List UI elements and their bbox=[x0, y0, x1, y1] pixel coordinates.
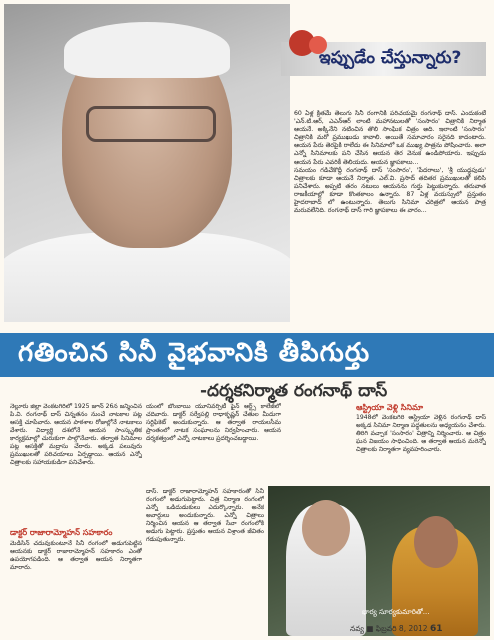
article-headline: గతించిన సినీ వైభవానికి తీపిగుర్తు bbox=[18, 338, 371, 368]
article-column-1: నెల్లూరు జిల్లా వెంకటగిరిలో 1925 జూన్ 26న జన్మించిన పి.వి. రంగనాథ్ దాస్ చిన్నతనం నుంచే నాటకాల పట్ల ఆసక్తి చూపేవారు. ఆయన పాఠశాల రోజుల్లోనే నాటకాలు వేశారు. విద్యార్థి దశలోనే ఆయన సాంస్కృతిక కార్యక్రమాల్లో చురుకుగా పాల్గొనేవారు. తర్వాత సినిమాల పట్ల ఆసక్తితో మద్రాసు చేరారు. అక్కడ పలువురు ప్రముఖులతో పరిచయాలు ఏర్పడ్డాయి. ఆయన ఎన్నో చిత్రాలకు సహాయకుడిగా పనిచేశారు. bbox=[10, 403, 142, 466]
section-title: ఇప్పుడేం చేస్తున్నారు? bbox=[319, 48, 462, 68]
page-number: 61 bbox=[429, 624, 443, 634]
subheading-3: ఆస్ట్రియా వెళ్లి సినిమా bbox=[356, 403, 424, 412]
footer-text: నవ్య ■ ఫిబ్రవరి 8, 2012 bbox=[350, 624, 428, 633]
page-footer bbox=[350, 624, 442, 635]
photo-caption: భార్య సూర్యకుమారితో... bbox=[362, 608, 430, 616]
article-column-2b: దాస్. డాక్టర్ రాజారామ్మోహన్ సహకారంతో సినీ రంగంలో అడుగుపెట్టారు. చిత్ర నిర్మాణ రంగంలో ఎన్నో ఒడిదుడుకులు ఎదుర్కొన్నారు. అనేక అవార్డులు అందుకున్నారు. ఎన్నో చిత్రాలు నిర్మించిన ఆయన ఆ తర్వాత సేవా రంగంలోకి అడుగు పెట్టారు. ప్రస్తుతం ఆయన విశ్రాంత జీవితం గడుపుతున్నారు. bbox=[146, 488, 264, 543]
article-byline: -దర్శకనిర్మాత రంగనాథ్ దాస్ bbox=[200, 381, 388, 401]
article-column-1b: మెడిసిన్ చదువుకుంటూనే సినీ రంగంలో అడుగుపెట్టిన ఆయనకు డాక్టర్ రాజారామ్మోహన్ సహకారం ఎంతో ఉపయోగపడింది. ఆ తర్వాత ఆయన నిర్మాతగా మారారు. bbox=[10, 540, 142, 571]
intro-paragraph: 60 ఏళ్ల క్రితమే తెలుగు సినీ రంగానికి పరిచయమై రంగనాథ్ దాస్. ఎందుకంటే 'ఎన్.టి.ఆర్, ఎఎన్ఆర్ లాంటి మహానటులతో 'సంసారం' చిత్రానికి నిర్మాత ఆయనే. అక్కినేని నటించిన తొలి సాంఘిక చిత్రం అది. ఇలాంటి 'సంసారం' చిత్రానికి మరో ప్రముఖుడు కావాలి. అయితే సమాచారం సరైనది కాదంటారు. ఆయన పేరు తెరపైకి రాలేదు ఈ సినిమాలో ఒక ముఖ్య పాత్రను పోషించారు. అలా ఎన్నో సినిమాలకు పని చేసిన ఆయన తెర వెనుక ఉండిపోయారు. ఇప్పుడు ఆయన పేరు ఎవరికీ తెలియదు. ఆయన జ్ఞాపకాలు... సమయం గడిచేకొద్దీ రంగనాథ్ దాస్ 'సంసారం', 'పేదరాలు', 'శ్రీ యుద్ధపుడు' చిత్రాలకు కూడా ఆయనే నిర్మాత. ఎల్.వి. ప్రసాద్ తదితర ప్రముఖులతో కలిసి పనిచేశారు. అప్పటి తరం నటులు ఆయనను గుర్తు పెట్టుకున్నారు. తరువాత రాజకీయాల్లో కూడా కొంతకాలం ఉన్నారు. 87 ఏళ్ల వయస్సులో ప్రస్తుతం హైదరాబాద్ లో ఉంటున్నారు. తెలుగు సినిమా చరిత్రలో ఆయన పాత్ర మరువలేనిది. రంగనాథ్ దాస్ గారి జ్ఞాపకాలు ఈ వారం... bbox=[294, 110, 486, 215]
article-column-2: యంలో బొంబాయి యూనివర్సిటీ ఫైన్ ఆర్ట్స్ కాలేజీలో చదివారు. డాక్టర్ సర్వేపల్లి రాధాకృష్ణన్ చేతుల మీదుగా సర్టిఫికెట్ అందుకున్నారు. ఆ తర్వాత రాయలసీమ ప్రాంతంలో నాటక సంఘాలను నిర్వహించారు. ఆయన దర్శకత్వంలో ఎన్నో నాటకాలు ప్రదర్శించబడ్డాయి. bbox=[146, 403, 281, 442]
main-portrait-photo bbox=[4, 4, 290, 322]
article-column-3: 1948లో వెంకటగిరి ఆస్ట్రియా వెళ్లిన రంగనాథ్ దాస్ అక్కడ సినిమా నిర్మాణ పద్ధతులను అధ్యయనం చేశారు. తిరిగి వచ్చాక 'సంసారం' చిత్రాన్ని నిర్మించారు. ఆ చిత్రం ఘన విజయం సాధించింది. ఆ తర్వాత ఆయన మరెన్నో చిత్రాలకు నిర్మాతగా వ్యవహరించారు. bbox=[356, 414, 486, 453]
section-header bbox=[281, 26, 486, 78]
subheading-1: డాక్టర్ రాజారామ్మోహన్ సహకారం bbox=[10, 528, 113, 537]
